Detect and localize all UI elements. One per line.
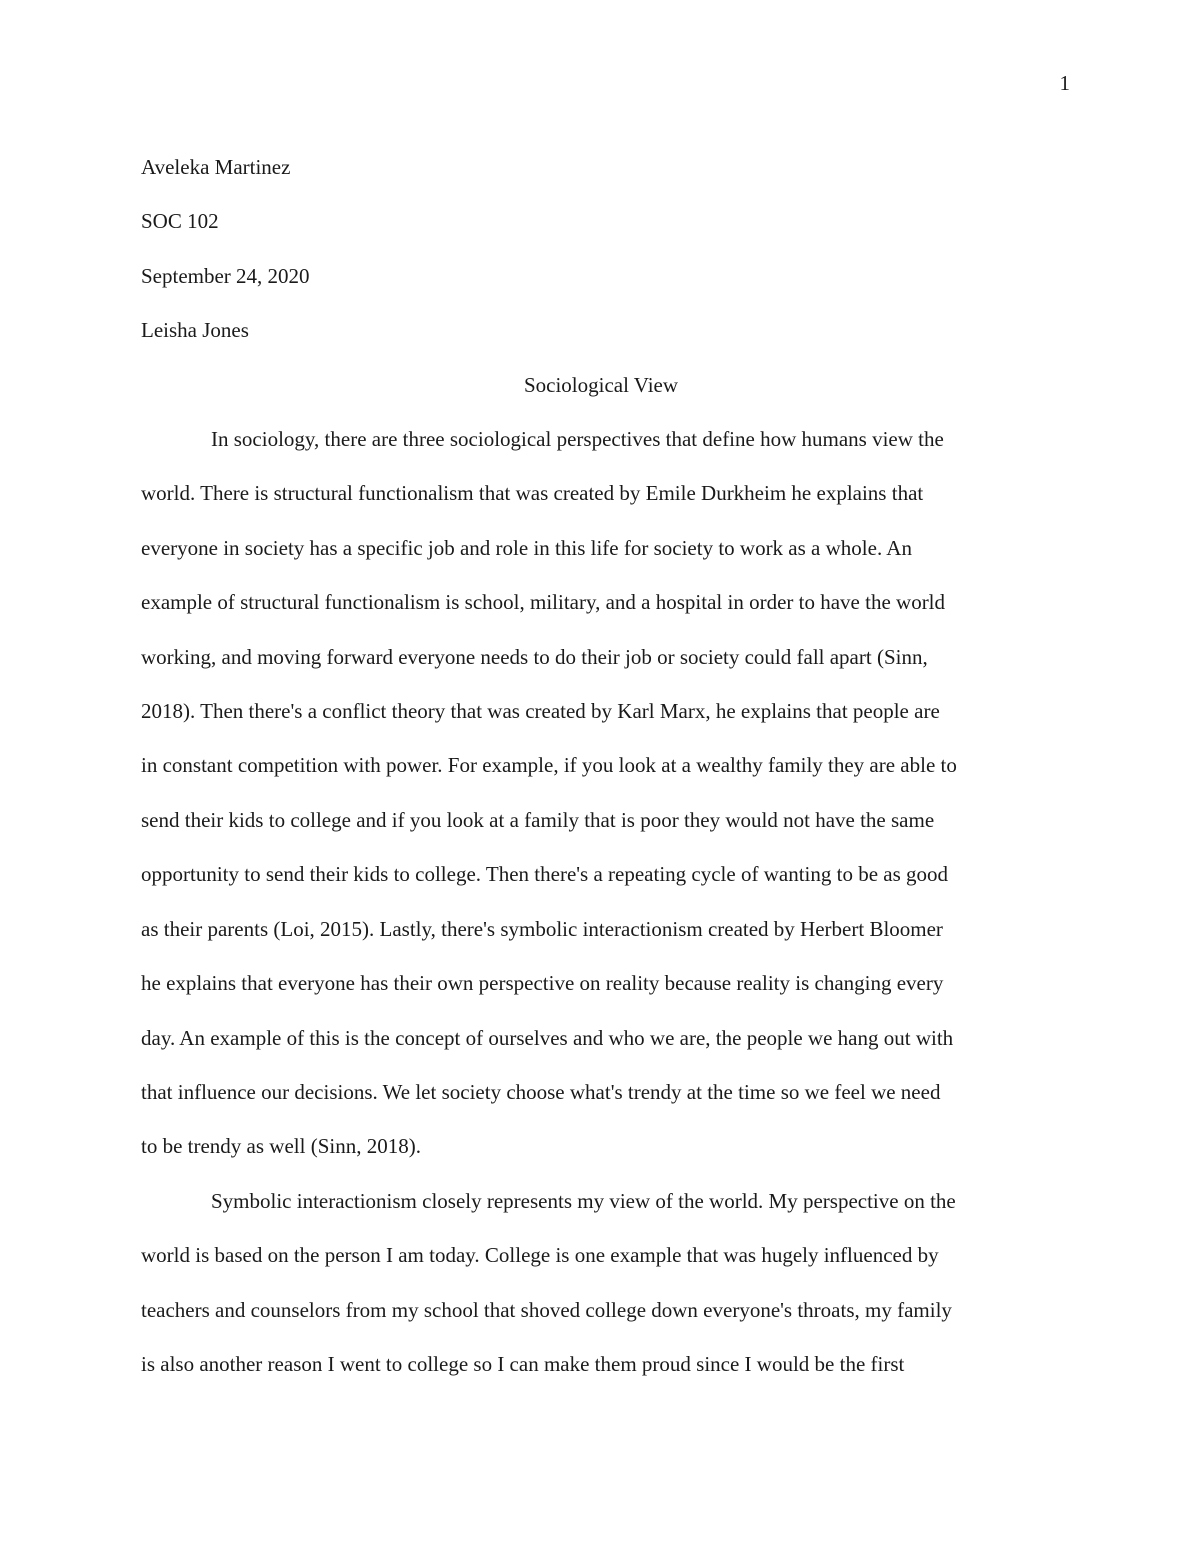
paragraph-2 [141,1174,1061,1392]
paragraph-line: opportunity to send their kids to college. Then there's a repeating cycle of wanting to be as good [141,862,949,887]
paragraph-line: day. An example of this is the concept of ourselves and who we are, the people we hang out with [141,1025,954,1050]
paragraph-line: example of structural functionalism is school, military, and a hospital in order to have the world [141,590,946,615]
paragraph-line: teachers and counselors from my school that shoved college down everyone's throats, my family [141,1297,952,1322]
paragraph-line: is also another reason I went to college so I can make them proud since I would be the first [141,1351,905,1376]
paragraph-line: everyone in society has a specific job and role in this life for society to work as a whole. An [141,535,912,560]
paragraph-line: as their parents (Loi, 2015). Lastly, there's symbolic interactionism created by Herbert Bloomer [141,916,943,941]
paragraph-line: In sociology, there are three sociological perspectives that define how humans view the [211,427,944,452]
instructor-name: Leisha Jones [141,318,249,343]
author-name: Aveleka Martinez [141,155,291,179]
paragraph-line: Symbolic interactionism closely represents my view of the world. My perspective on the [211,1188,956,1213]
paragraph-line: working, and moving forward everyone needs to do their job or society could fall apart (Sinn, [141,644,928,669]
paragraph-line: that influence our decisions. We let society choose what's trendy at the time so we feel we need [141,1079,941,1104]
course-code: SOC 102 [141,209,219,234]
paragraph-line: world. There is structural functionalism that was created by Emile Durkheim he explains that [141,481,924,506]
submission-date: September 24, 2020 [141,263,310,288]
document-body [141,140,1061,1391]
paragraph-line: send their kids to college and if you look at a family that is poor they would not have the same [141,807,935,832]
paragraph-line: world is based on the person I am today. College is one example that was hugely influenced by [141,1243,939,1268]
page-number: 1 [1059,71,1070,95]
paragraph-line: he explains that everyone has their own perspective on reality because reality is changing every [141,971,944,996]
document-title: Sociological View [523,372,679,397]
paragraph-1 [141,412,1061,1174]
paragraph-line: 2018). Then there's a conflict theory that was created by Karl Marx, he explains that people are [141,699,940,724]
paragraph-line: in constant competition with power. For example, if you look at a wealthy family they are able to [141,753,957,778]
paragraph-line: to be trendy as well (Sinn, 2018). [141,1134,421,1159]
